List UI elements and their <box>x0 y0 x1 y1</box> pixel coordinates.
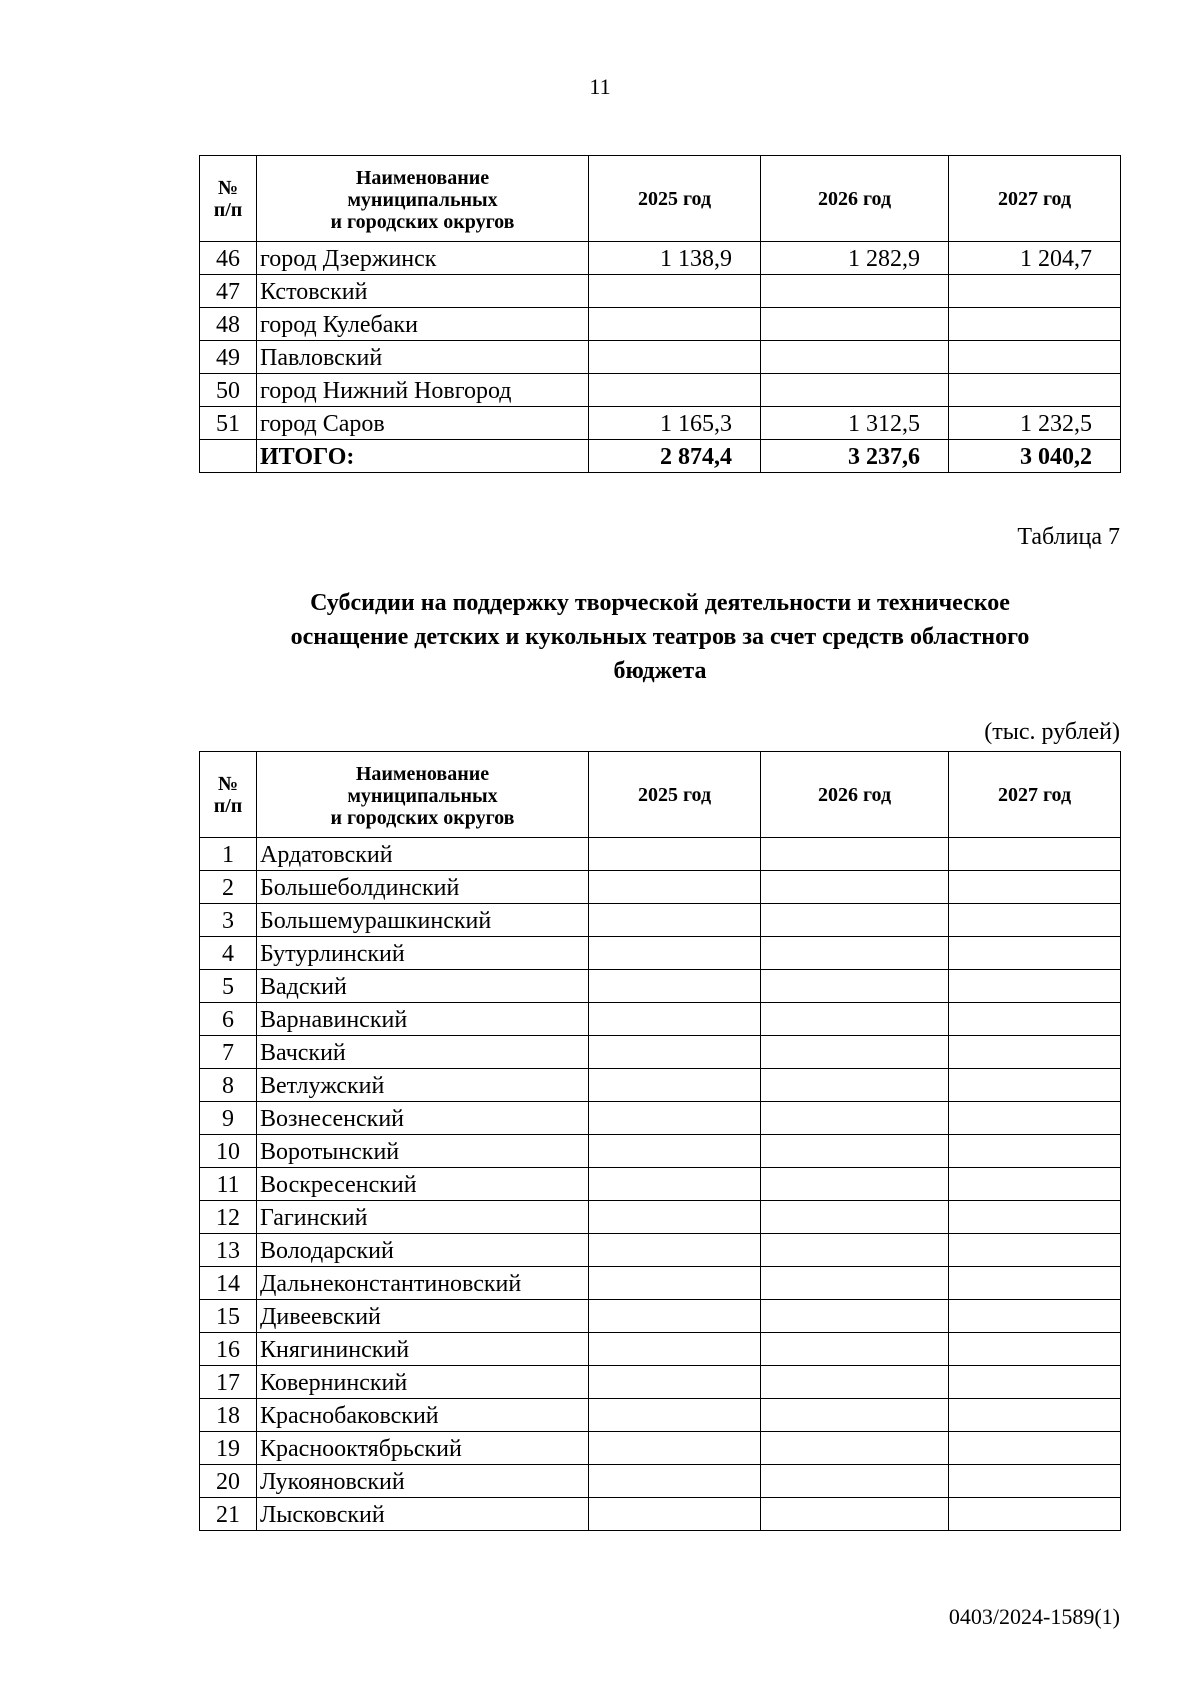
row-number: 50 <box>200 374 257 407</box>
value-2027: 1 204,7 <box>949 242 1121 275</box>
value-2026 <box>761 1069 949 1102</box>
header-name: Наименование муниципальных и городских округов <box>257 752 589 838</box>
row-name: Вачский <box>257 1036 589 1069</box>
value-2026 <box>761 1366 949 1399</box>
value-2026 <box>761 1333 949 1366</box>
row-number: 8 <box>200 1069 257 1102</box>
row-name: Варнавинский <box>257 1003 589 1036</box>
value-2025 <box>589 1333 761 1366</box>
row-number: 12 <box>200 1201 257 1234</box>
page-number: 11 <box>589 74 611 99</box>
header-name: Наименование муниципальных и городских округов <box>257 156 589 242</box>
row-number: 5 <box>200 970 257 1003</box>
row-name: город Кулебаки <box>257 308 589 341</box>
row-number: 9 <box>200 1102 257 1135</box>
header-year-2027: 2027 год <box>949 752 1121 838</box>
value-2027 <box>949 308 1121 341</box>
row-number: 46 <box>200 242 257 275</box>
row-name: Вадский <box>257 970 589 1003</box>
value-2025 <box>589 871 761 904</box>
value-2025 <box>589 1069 761 1102</box>
value-2025 <box>589 1399 761 1432</box>
row-name: город Нижний Новгород <box>257 374 589 407</box>
value-2025 <box>589 1498 761 1531</box>
row-number: 20 <box>200 1465 257 1498</box>
row-number: 21 <box>200 1498 257 1531</box>
table-row <box>200 1498 1121 1531</box>
document-code: 0403/2024-1589(1) <box>948 1604 1120 1629</box>
value-2026 <box>761 1234 949 1267</box>
value-2027 <box>949 1300 1121 1333</box>
row-name: Володарский <box>257 1234 589 1267</box>
value-2027 <box>949 1036 1121 1069</box>
value-2027 <box>949 1168 1121 1201</box>
row-number: 51 <box>200 407 257 440</box>
row-name: Ардатовский <box>257 838 589 871</box>
table-row <box>200 1300 1121 1333</box>
table-title: Субсидии на поддержку творческой деятельности и техническое оснащение детских и кукольных театров за счет средств областного бюджета <box>290 590 1030 684</box>
table-row <box>200 242 1121 275</box>
table-row <box>200 275 1121 308</box>
value-2025 <box>589 1036 761 1069</box>
table-row <box>200 871 1121 904</box>
theatre-subsidy-table <box>199 751 1121 1531</box>
value-2025 <box>589 1366 761 1399</box>
total-number-cell <box>200 440 257 473</box>
row-name: Дальнеконстантиновский <box>257 1267 589 1300</box>
row-number: 16 <box>200 1333 257 1366</box>
value-2027 <box>949 1003 1121 1036</box>
value-2027 <box>949 374 1121 407</box>
value-2025 <box>589 1201 761 1234</box>
table-row <box>200 1135 1121 1168</box>
row-name: город Дзержинск <box>257 242 589 275</box>
total-label: ИТОГО: <box>257 440 589 473</box>
row-number: 18 <box>200 1399 257 1432</box>
value-2026 <box>761 1267 949 1300</box>
header-year-2026: 2026 год <box>761 752 949 838</box>
row-number: 3 <box>200 904 257 937</box>
row-number: 6 <box>200 1003 257 1036</box>
value-2027 <box>949 904 1121 937</box>
table-row <box>200 308 1121 341</box>
row-number: 47 <box>200 275 257 308</box>
row-number: 1 <box>200 838 257 871</box>
row-name: Бутурлинский <box>257 937 589 970</box>
table-row <box>200 1036 1121 1069</box>
table-row <box>200 1432 1121 1465</box>
value-2026 <box>761 308 949 341</box>
table-row <box>200 904 1121 937</box>
value-2027 <box>949 1102 1121 1135</box>
value-2027 <box>949 871 1121 904</box>
table-row <box>200 1102 1121 1135</box>
value-2026 <box>761 1003 949 1036</box>
value-2027 <box>949 275 1121 308</box>
row-name: город Саров <box>257 407 589 440</box>
total-2025: 2 874,4 <box>589 440 761 473</box>
value-2025: 1 138,9 <box>589 242 761 275</box>
row-name: Павловский <box>257 341 589 374</box>
row-name: Ветлужский <box>257 1069 589 1102</box>
value-2025 <box>589 937 761 970</box>
value-2026 <box>761 1036 949 1069</box>
value-2026 <box>761 904 949 937</box>
value-2027 <box>949 1399 1121 1432</box>
table-row <box>200 341 1121 374</box>
row-number: 15 <box>200 1300 257 1333</box>
value-2025 <box>589 970 761 1003</box>
value-2027: 1 232,5 <box>949 407 1121 440</box>
value-2025 <box>589 275 761 308</box>
value-2025 <box>589 904 761 937</box>
table-row <box>200 1069 1121 1102</box>
header-year-2026: 2026 год <box>761 156 949 242</box>
value-2027 <box>949 970 1121 1003</box>
table-row <box>200 970 1121 1003</box>
value-2027 <box>949 1069 1121 1102</box>
row-number: 49 <box>200 341 257 374</box>
value-2026 <box>761 341 949 374</box>
value-2027 <box>949 1366 1121 1399</box>
row-name: Большеболдинский <box>257 871 589 904</box>
value-2027 <box>949 1135 1121 1168</box>
value-2025: 1 165,3 <box>589 407 761 440</box>
table-row <box>200 1003 1121 1036</box>
value-2025 <box>589 374 761 407</box>
value-2025 <box>589 1300 761 1333</box>
value-2025 <box>589 1102 761 1135</box>
header-year-2025: 2025 год <box>589 752 761 838</box>
value-2026 <box>761 1465 949 1498</box>
value-2025 <box>589 1432 761 1465</box>
value-2025 <box>589 1003 761 1036</box>
row-name: Воротынский <box>257 1135 589 1168</box>
value-2025 <box>589 1234 761 1267</box>
row-number: 48 <box>200 308 257 341</box>
value-2027 <box>949 1498 1121 1531</box>
value-2026 <box>761 1399 949 1432</box>
table-label: Таблица 7 <box>1017 524 1120 550</box>
value-2027 <box>949 341 1121 374</box>
value-2027 <box>949 1234 1121 1267</box>
row-number: 2 <box>200 871 257 904</box>
value-2026 <box>761 1135 949 1168</box>
row-name: Лукояновский <box>257 1465 589 1498</box>
table-row <box>200 1267 1121 1300</box>
row-name: Княгининский <box>257 1333 589 1366</box>
table-header-row <box>200 156 1121 242</box>
table-row <box>200 1399 1121 1432</box>
units-label: (тыс. рублей) <box>984 719 1120 745</box>
subsidy-table-continued <box>199 155 1121 473</box>
value-2026 <box>761 838 949 871</box>
row-name: Лысковский <box>257 1498 589 1531</box>
value-2026 <box>761 1201 949 1234</box>
header-number: № п/п <box>200 156 257 242</box>
row-number: 14 <box>200 1267 257 1300</box>
value-2026 <box>761 937 949 970</box>
table-row <box>200 1366 1121 1399</box>
row-number: 10 <box>200 1135 257 1168</box>
value-2025 <box>589 1465 761 1498</box>
header-number: № п/п <box>200 752 257 838</box>
table-row <box>200 1234 1121 1267</box>
header-year-2027: 2027 год <box>949 156 1121 242</box>
row-name: Ковернинский <box>257 1366 589 1399</box>
row-name: Краснооктябрьский <box>257 1432 589 1465</box>
value-2025 <box>589 1135 761 1168</box>
value-2026 <box>761 970 949 1003</box>
value-2026 <box>761 1432 949 1465</box>
row-number: 7 <box>200 1036 257 1069</box>
row-number: 17 <box>200 1366 257 1399</box>
row-number: 19 <box>200 1432 257 1465</box>
value-2026: 1 282,9 <box>761 242 949 275</box>
row-number: 11 <box>200 1168 257 1201</box>
table-row <box>200 937 1121 970</box>
table-header-row <box>200 752 1121 838</box>
value-2026 <box>761 1300 949 1333</box>
value-2026 <box>761 871 949 904</box>
row-name: Вознесенский <box>257 1102 589 1135</box>
row-name: Кстовский <box>257 275 589 308</box>
value-2025 <box>589 341 761 374</box>
table-row <box>200 1168 1121 1201</box>
table-row <box>200 1333 1121 1366</box>
table-row <box>200 838 1121 871</box>
row-name: Краснобаковский <box>257 1399 589 1432</box>
table-row <box>200 1465 1121 1498</box>
value-2027 <box>949 838 1121 871</box>
row-name: Воскресенский <box>257 1168 589 1201</box>
total-2027: 3 040,2 <box>949 440 1121 473</box>
value-2027 <box>949 1267 1121 1300</box>
value-2026 <box>761 275 949 308</box>
table-row <box>200 374 1121 407</box>
row-name: Большемурашкинский <box>257 904 589 937</box>
row-number: 4 <box>200 937 257 970</box>
value-2027 <box>949 1432 1121 1465</box>
total-row <box>200 440 1121 473</box>
row-name: Дивеевский <box>257 1300 589 1333</box>
value-2027 <box>949 1333 1121 1366</box>
row-name: Гагинский <box>257 1201 589 1234</box>
value-2026: 1 312,5 <box>761 407 949 440</box>
table-row <box>200 407 1121 440</box>
value-2026 <box>761 1102 949 1135</box>
value-2026 <box>761 1498 949 1531</box>
row-number: 13 <box>200 1234 257 1267</box>
value-2027 <box>949 1201 1121 1234</box>
value-2026 <box>761 1168 949 1201</box>
value-2027 <box>949 937 1121 970</box>
table-row <box>200 1201 1121 1234</box>
value-2025 <box>589 838 761 871</box>
value-2025 <box>589 1168 761 1201</box>
total-2026: 3 237,6 <box>761 440 949 473</box>
value-2026 <box>761 374 949 407</box>
value-2025 <box>589 308 761 341</box>
header-year-2025: 2025 год <box>589 156 761 242</box>
value-2025 <box>589 1267 761 1300</box>
value-2027 <box>949 1465 1121 1498</box>
